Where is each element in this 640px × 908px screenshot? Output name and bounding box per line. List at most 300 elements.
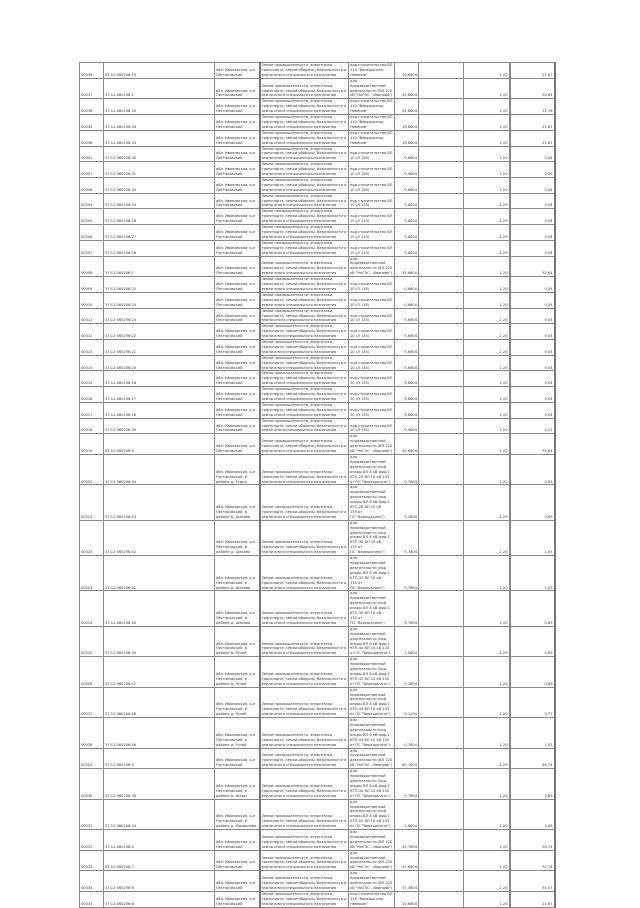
coefficient: 1,20 xyxy=(464,130,510,146)
record-number: 00036 xyxy=(80,99,104,115)
cadastral-number: 37:12:060206:6 xyxy=(104,891,215,907)
empty-cell xyxy=(419,387,464,403)
location: обл. Ивановская, р-н Пестяковский, в районе д. Ларионово xyxy=(215,799,260,829)
empty-cell xyxy=(419,371,464,387)
permitted-use: под строительство ВЛ 110 "Верещагино- Неверов" xyxy=(349,99,395,115)
cadastral-number: 37:12:060206:47 xyxy=(104,657,215,687)
empty-cell xyxy=(419,799,464,829)
land-category: Земли промышленности, энергетики, транспорта, земли обороны, безопасности и земли иного специального назначения xyxy=(260,891,349,907)
cadastral-number: 37:12:060206:1 xyxy=(104,256,215,277)
amount: 0,04 xyxy=(510,177,555,193)
empty-cell xyxy=(419,324,464,340)
cadastral-number: 37:12:060206:25 xyxy=(104,277,215,293)
location: обл. Ивановская, р-н Пестяковский, в районе д. Шеково xyxy=(215,485,260,520)
table-row xyxy=(80,871,555,892)
empty-cell xyxy=(419,520,464,555)
land-category: Земли промышленности, энергетики, транспорта, земли обороны, безопасности и земли иного специального назначения xyxy=(260,292,349,308)
amount: 0,04 xyxy=(510,387,555,403)
cadastral-number: 37:12:060206:39 xyxy=(104,418,215,434)
record-number: 00007 xyxy=(80,162,104,178)
record-number: 00032 xyxy=(80,830,104,851)
empty-cell xyxy=(419,146,464,162)
location: обл. Ивановская, р-н Пестяковский, в районе д. Ручей xyxy=(215,687,260,717)
record-number: 00038 xyxy=(80,130,104,146)
amount: 71,76 xyxy=(510,99,555,115)
area-value: 0,1804 xyxy=(395,485,419,520)
table-row xyxy=(80,418,555,434)
empty-cell xyxy=(419,748,464,769)
coefficient: 1,20 xyxy=(464,99,510,115)
coefficient: 1,20 xyxy=(464,225,510,241)
location: обл. Ивановская, р-н Пестяковский xyxy=(215,850,260,871)
coefficient: 1,20 xyxy=(464,78,510,99)
record-number: 00401 xyxy=(80,146,104,162)
empty-cell xyxy=(419,769,464,799)
permitted-use: под строительство ВЛ 10 (Л 135) xyxy=(349,355,395,371)
table-row xyxy=(80,626,555,656)
table-row xyxy=(80,769,555,799)
amount: 0,89 xyxy=(510,657,555,687)
record-number: 00022 xyxy=(80,520,104,555)
area-value: 0,6804 xyxy=(395,292,419,308)
permitted-use: для производственной деятельности (под опоры ВЛ 6 кВ фид.1 КТП-32 ВЛ 10 кВ 135 от ПС "Верещагино") xyxy=(349,556,395,591)
amount: 92,64 xyxy=(510,434,555,455)
area-value: 1,6804 xyxy=(395,799,419,829)
location: обл. Ивановская, р-н Пестяковский xyxy=(215,115,260,131)
record-number: 00035 xyxy=(80,115,104,131)
record-number: 00026 xyxy=(80,657,104,687)
table-row xyxy=(80,718,555,748)
coefficient: 1,20 xyxy=(464,891,510,907)
permitted-use: под строительство ВЛ 10 (Л 135) xyxy=(349,340,395,356)
location: обл. Ивановская, р-н Пестяковский, в районе д. Рудки xyxy=(215,454,260,484)
area-value: 0,6804 xyxy=(395,277,419,293)
amount: 1,27 xyxy=(510,418,555,434)
empty-cell xyxy=(419,256,464,277)
cadastral-number: 37:12:060206:5 xyxy=(104,748,215,769)
location: обл. Ивановская, р-н Пестяковский xyxy=(215,63,260,79)
record-number: 00009 xyxy=(80,277,104,293)
permitted-use: для производственной деятельности (ВЛ 220 кВ "НиГЭС - Иваново") xyxy=(349,78,395,99)
area-value: 0,6804 xyxy=(395,240,419,256)
coefficient: 1,20 xyxy=(464,830,510,851)
permitted-use: для производственной деятельности (под опоры ВЛ 6 кВ фид.1 КТП-44 ВЛ 10 кВ 135 от ПС "Верещагино") xyxy=(349,718,395,748)
coefficient: 1,20 xyxy=(464,520,510,555)
cadastral-number: 37:12:060206:7 xyxy=(104,850,215,871)
location: обл. Ивановская, р-н Пестяковский xyxy=(215,256,260,277)
permitted-use: для производственной деятельности (под опоры ВЛ 6 кВ фид.1 КТП-52 ВЛ 10 кВ 135 от ПС "Верещагино") xyxy=(349,799,395,829)
land-category: Земли промышленности, энергетики, транспорта, земли обороны, безопасности и земли иного специального назначения xyxy=(260,657,349,687)
coefficient: 1,20 xyxy=(464,769,510,799)
empty-cell xyxy=(419,78,464,99)
amount: 0,04 xyxy=(510,324,555,340)
land-category: Земли промышленности, энергетики, транспорта, земли обороны, безопасности и земли иного специального назначения xyxy=(260,256,349,277)
record-number: 00025 xyxy=(80,626,104,656)
table-row xyxy=(80,277,555,293)
amount: 21,67 xyxy=(510,63,555,79)
amount: 0,83 xyxy=(510,454,555,484)
table-row xyxy=(80,63,555,79)
cadastral-number: 37:12:060206:19 xyxy=(104,63,215,79)
permitted-use: для производственной деятельности (ВЛ 220 кВ "НиГЭС - Иваново") xyxy=(349,830,395,851)
permitted-use: для производственной деятельности (под опоры ВЛ 6 кВ фид.1 КТП-50 ВЛ 10 кВ 135 от ПС "Верещагино") xyxy=(349,769,395,799)
record-number: 00020 xyxy=(80,454,104,484)
cadastral-number: 37:12:060206:8 xyxy=(104,871,215,892)
land-category: Земли промышленности, энергетики, транспорта, земли обороны, безопасности и земли иного специального назначения xyxy=(260,193,349,209)
table-row xyxy=(80,324,555,340)
empty-cell xyxy=(419,308,464,324)
record-number: 00006 xyxy=(80,225,104,241)
land-category: Земли промышленности, энергетики, транспорта, земли обороны, безопасности и земли иного специального назначения xyxy=(260,556,349,591)
cadastral-number: 37:12:060206:34 xyxy=(104,799,215,829)
amount: 0,89 xyxy=(510,485,555,520)
coefficient: 1,20 xyxy=(464,371,510,387)
permitted-use: для производственной деятельности (ВЛ 220 кВ "НиГЭС - Иваново") xyxy=(349,434,395,455)
record-number: 00021 xyxy=(80,485,104,520)
table-row xyxy=(80,146,555,162)
permitted-use: под строительство ВЛ 10 (Л 135) xyxy=(349,225,395,241)
permitted-use: для производственной деятельности (под опоры ВЛ 6 кВ фид.1 КТП-40 ВЛ 10 кВ 135 от ПС "Верещагино") xyxy=(349,626,395,656)
record-number: 00004 xyxy=(80,193,104,209)
record-number: 00024 xyxy=(80,591,104,626)
land-parcels-table xyxy=(79,62,556,908)
coefficient: 1,20 xyxy=(464,355,510,371)
cadastral-number: 37:12:060206:36 xyxy=(104,769,215,799)
table-row xyxy=(80,256,555,277)
permitted-use: под строительство ВЛ 10 (Л 135) xyxy=(349,240,395,256)
location: обл. Ивановская, р-н Пестяковский, в районе д. Ручей xyxy=(215,718,260,748)
area-value: 10,6804 xyxy=(395,130,419,146)
empty-cell xyxy=(419,454,464,484)
cadastral-number: 37:12:060206:46 xyxy=(104,718,215,748)
amount: 0,77 xyxy=(510,687,555,717)
land-category: Земли промышленности, энергетики, транспорта, земли обороны, безопасности и земли иного специального назначения xyxy=(260,485,349,520)
cadastral-number: 37:12:060206:43 xyxy=(104,485,215,520)
area-value: 0,6804 xyxy=(395,340,419,356)
coefficient: 1,20 xyxy=(464,177,510,193)
permitted-use: для производственной деятельности (ВЛ 220 кВ "НиГЭС - Иваново") xyxy=(349,871,395,892)
area-value: 0,6804 xyxy=(395,177,419,193)
table-row xyxy=(80,485,555,520)
record-number: 00019 xyxy=(80,434,104,455)
location: обл. Ивановская, р-н Пестяковский xyxy=(215,402,260,418)
table-row xyxy=(80,99,555,115)
coefficient: 1,20 xyxy=(464,718,510,748)
area-value: 47,6804 xyxy=(395,850,419,871)
permitted-use: под строительство ВЛ 110 "Верещагино- Неверов" xyxy=(349,115,395,131)
amount: 0,04 xyxy=(510,193,555,209)
table-row xyxy=(80,162,555,178)
table-row xyxy=(80,454,555,484)
land-category: Земли промышленности, энергетики, транспорта, земли обороны, безопасности и земли иного специального назначения xyxy=(260,434,349,455)
coefficient: 1,20 xyxy=(464,146,510,162)
table-row xyxy=(80,402,555,418)
land-category: Земли промышленности, энергетики, транспорта, земли обороны, безопасности и земли иного специального назначения xyxy=(260,78,349,99)
land-category: Земли промышленности, энергетики, транспорта, земли обороны, безопасности и земли иного специального назначения xyxy=(260,277,349,293)
coefficient: 1,20 xyxy=(464,193,510,209)
area-value: 0,7804 xyxy=(395,520,419,555)
empty-cell xyxy=(419,556,464,591)
land-category: Земли промышленности, энергетики, транспорта, земли обороны, безопасности и земли иного специального назначения xyxy=(260,146,349,162)
cadastral-number: 37:12:060206:16 xyxy=(104,402,215,418)
area-value: 47,3804 xyxy=(395,871,419,892)
cadastral-number: 37:12:060206:41 xyxy=(104,556,215,591)
land-category: Земли промышленности, энергетики, транспорта, земли обороны, безопасности и земли иного специального назначения xyxy=(260,371,349,387)
land-category: Земли промышленности, энергетики, транспорта, земли обороны, безопасности и земли иного специального назначения xyxy=(260,355,349,371)
coefficient: 1,20 xyxy=(464,277,510,293)
land-category: Земли промышленности, энергетики, транспорта, земли обороны, безопасности и земли иного специального назначения xyxy=(260,748,349,769)
permitted-use: под строительство ВЛ 110 "Верещагино- Неверов" xyxy=(349,63,395,79)
coefficient: 1,20 xyxy=(464,485,510,520)
table-row xyxy=(80,371,555,387)
cadastral-number: 37:12:060206:30 xyxy=(104,177,215,193)
empty-cell xyxy=(419,225,464,241)
record-number: 00017 xyxy=(80,402,104,418)
empty-cell xyxy=(419,63,464,79)
land-category: Земли промышленности, энергетики, транспорта, земли обороны, безопасности и земли иного специального назначения xyxy=(260,162,349,178)
amount: 0,83 xyxy=(510,769,555,799)
location: обл. Ивановская, р-н Пестяковский xyxy=(215,324,260,340)
location: обл. Ивановская, р-н Пестяковский xyxy=(215,387,260,403)
permitted-use: под строительство ВЛ 10 (Л 135) xyxy=(349,277,395,293)
location: обл. Ивановская, р-н Пестяковский, в районе д. Шеково xyxy=(215,591,260,626)
area-value: 0,6804 xyxy=(395,402,419,418)
location: обл. Ивановская, р-н Пестяковский xyxy=(215,434,260,455)
empty-cell xyxy=(419,162,464,178)
empty-cell xyxy=(419,434,464,455)
area-value: 0,7804 xyxy=(395,591,419,626)
land-category: Земли промышленности, энергетики, транспорта, земли обороны, безопасности и земли иного специального назначения xyxy=(260,871,349,892)
permitted-use: под строительство ВЛ 10 (Л 135) xyxy=(349,209,395,225)
area-value: 0,6804 xyxy=(395,146,419,162)
coefficient: 1,20 xyxy=(464,292,510,308)
location: обл. Ивановская, р-н Пестяковский xyxy=(215,146,260,162)
area-value: 0,6804 xyxy=(395,371,419,387)
area-value: 45,7804 xyxy=(395,830,419,851)
cadastral-number: 37:12:060206:21 xyxy=(104,340,215,356)
empty-cell xyxy=(419,292,464,308)
table-row xyxy=(80,520,555,555)
coefficient: 1,20 xyxy=(464,556,510,591)
record-number: 00031 xyxy=(80,799,104,829)
amount: 0,04 xyxy=(510,277,555,293)
coefficient: 1,20 xyxy=(464,418,510,434)
location: обл. Ивановская, р-н Пестяковский xyxy=(215,830,260,851)
amount: 86,74 xyxy=(510,748,555,769)
location: обл. Ивановская, р-н Пестяковский xyxy=(215,871,260,892)
empty-cell xyxy=(419,591,464,626)
location: обл. Ивановская, р-н Пестяковский xyxy=(215,308,260,324)
amount: 92,14 xyxy=(510,850,555,871)
record-number: 00008 xyxy=(80,256,104,277)
coefficient: 1,20 xyxy=(464,454,510,484)
cadastral-number: 37:12:060206:35 xyxy=(104,99,215,115)
land-category: Земли промышленности, энергетики, транспорта, земли обороны, безопасности и земли иного специального назначения xyxy=(260,209,349,225)
empty-cell xyxy=(419,850,464,871)
record-number: 00030 xyxy=(80,769,104,799)
location: обл. Ивановская, р-н Пестяковский xyxy=(215,418,260,434)
record-number: 00035 xyxy=(80,891,104,907)
permitted-use: для производственной деятельности (ВЛ 220 кВ "НиГЭС - Иваново") xyxy=(349,850,395,871)
area-value: 0,9804 xyxy=(395,418,419,434)
land-category: Земли промышленности, энергетики, транспорта, земли обороны, безопасности и земли иного специального назначения xyxy=(260,454,349,484)
amount: 21,67 xyxy=(510,891,555,907)
cadastral-number: 37:12:060206:9 xyxy=(104,434,215,455)
area-value: 0,7804 xyxy=(395,769,419,799)
table-row xyxy=(80,130,555,146)
empty-cell xyxy=(419,115,464,131)
empty-cell xyxy=(419,871,464,892)
amount: 0,04 xyxy=(510,292,555,308)
location: обл. Ивановская, р-н Пестяковский xyxy=(215,78,260,99)
cadastral-number: 37:12:060206:23 xyxy=(104,308,215,324)
table-row xyxy=(80,591,555,626)
permitted-use: для производственной деятельности (под опоры ВЛ 6 кВ фид.1 КТП-42 ВЛ 10 кВ 135 от ПС "Верещагино") xyxy=(349,657,395,687)
location: обл. Ивановская, р-н Пестяковский xyxy=(215,193,260,209)
table-row xyxy=(80,78,555,99)
cadastral-number: 37:12:060206:28 xyxy=(104,209,215,225)
cadastral-number: 37:12:060206:22 xyxy=(104,324,215,340)
empty-cell xyxy=(419,193,464,209)
cadastral-number: 37:12:060206:33 xyxy=(104,130,215,146)
coefficient: 1,20 xyxy=(464,63,510,79)
empty-cell xyxy=(419,277,464,293)
coefficient: 1,20 xyxy=(464,402,510,418)
table-row xyxy=(80,434,555,455)
coefficient: 1,20 xyxy=(464,162,510,178)
land-category: Земли промышленности, энергетики, транспорта, земли обороны, безопасности и земли иного специального назначения xyxy=(260,340,349,356)
table-row xyxy=(80,850,555,871)
empty-cell xyxy=(419,687,464,717)
record-number: 00007 xyxy=(80,240,104,256)
empty-cell xyxy=(419,657,464,687)
coefficient: 1,20 xyxy=(464,687,510,717)
cadastral-number: 37:12:060206:34 xyxy=(104,115,215,131)
empty-cell xyxy=(419,418,464,434)
cadastral-number: 37:12:060206:17 xyxy=(104,387,215,403)
land-category: Земли промышленности, энергетики, транспорта, земли обороны, безопасности и земли иного специального назначения xyxy=(260,324,349,340)
land-category: Земли промышленности, энергетики, транспорта, земли обороны, безопасности и земли иного специального назначения xyxy=(260,769,349,799)
record-number: 00014 xyxy=(80,355,104,371)
record-number: 00005 xyxy=(80,209,104,225)
table-row xyxy=(80,308,555,324)
coefficient: 1,20 xyxy=(464,256,510,277)
land-category: Земли промышленности, энергетики, транспорта, земли обороны, безопасности и земли иного специального назначения xyxy=(260,402,349,418)
area-value: 45,6804 xyxy=(395,78,419,99)
area-value: 0,1104 xyxy=(395,687,419,717)
coefficient: 1,20 xyxy=(464,308,510,324)
land-category: Земли промышленности, энергетики, транспорта, земли обороны, безопасности и земли иного специального назначения xyxy=(260,225,349,241)
cadastral-number: 37:12:060206:31 xyxy=(104,162,215,178)
location: обл. Ивановская, р-н Пестяковский xyxy=(215,99,260,115)
permitted-use: под строительство ВЛ 110 "Верещагино- Неверов" xyxy=(349,891,395,907)
permitted-use: для производственной деятельности (под опоры ВЛ 6 кВ фид.1 КТП-23 ВЛ 10 кВ 135 от ПС "Верещагино") xyxy=(349,454,395,484)
table-row xyxy=(80,799,555,829)
location: обл. Ивановская, р-н Пестяковский xyxy=(215,130,260,146)
area-value: 10,6804 xyxy=(395,63,419,79)
amount: 4,89 xyxy=(510,626,555,656)
table-row xyxy=(80,193,555,209)
table-row xyxy=(80,387,555,403)
cadastral-number: 37:12:060206:20 xyxy=(104,355,215,371)
location: обл. Ивановская, р-н Пестяковский xyxy=(215,355,260,371)
table-row xyxy=(80,209,555,225)
cadastral-number: 37:12:060206:24 xyxy=(104,292,215,308)
empty-cell xyxy=(419,718,464,748)
amount: 0,83 xyxy=(510,591,555,626)
area-value: 0,6804 xyxy=(395,324,419,340)
cadastral-number: 37:12:060206:27 xyxy=(104,225,215,241)
permitted-use: под строительство ВЛ 10 (Л 135) xyxy=(349,146,395,162)
empty-cell xyxy=(419,340,464,356)
amount: 92,64 xyxy=(510,256,555,277)
table-row xyxy=(80,177,555,193)
empty-cell xyxy=(419,240,464,256)
permitted-use: для производственной деятельности (ВЛ 220 кВ "НиГЭС - Иваново") xyxy=(349,748,395,769)
empty-cell xyxy=(419,209,464,225)
amount: 0,04 xyxy=(510,402,555,418)
table-row xyxy=(80,830,555,851)
cadastral-number: 37:12:060206:4 xyxy=(104,830,215,851)
permitted-use: для производственной деятельности (ВЛ 220 кВ "НиГЭС - Иваново") xyxy=(349,256,395,277)
land-category: Земли промышленности, энергетики, транспорта, земли обороны, безопасности и земли иного специального назначения xyxy=(260,387,349,403)
area-value: 0,7804 xyxy=(395,718,419,748)
land-category: Земли промышленности, энергетики, транспорта, земли обороны, безопасности и земли иного специального назначения xyxy=(260,308,349,324)
table-body xyxy=(80,63,555,908)
area-value: 54,6804 xyxy=(395,99,419,115)
location: обл. Ивановская, р-н Пестяковский xyxy=(215,340,260,356)
table-row xyxy=(80,657,555,687)
cadastral-number: 37:12:060206:42 xyxy=(104,520,215,555)
empty-cell xyxy=(419,177,464,193)
table-row xyxy=(80,340,555,356)
amount: 0,04 xyxy=(510,355,555,371)
permitted-use: под строительство ВЛ 110 "Верещагино- Неверов" xyxy=(349,130,395,146)
location: обл. Ивановская, р-н Пестяковский, в районе д. Ручей xyxy=(215,626,260,656)
land-category: Земли промышленности, энергетики, транспорта, земли обороны, безопасности и земли иного специального назначения xyxy=(260,718,349,748)
area-value: 0,9804 xyxy=(395,162,419,178)
area-value: 60,7804 xyxy=(395,748,419,769)
coefficient: 1,20 xyxy=(464,748,510,769)
permitted-use: для производственной деятельности (под опоры ВЛ 6 кВ фид.1 КТП-28 ВЛ 10 кВ 135 от ПС "Верещагино") xyxy=(349,485,395,520)
permitted-use: под строительство ВЛ 10 (Л 135) xyxy=(349,177,395,193)
empty-cell xyxy=(419,402,464,418)
area-value: 0,6804 xyxy=(395,355,419,371)
table-row xyxy=(80,687,555,717)
area-value: 0,7804 xyxy=(395,556,419,591)
location: обл. Ивановская, р-н Пестяковский xyxy=(215,162,260,178)
area-value: 0,7804 xyxy=(395,454,419,484)
area-value: 0,6804 xyxy=(395,209,419,225)
record-number: 00016 xyxy=(80,387,104,403)
empty-cell xyxy=(419,99,464,115)
area-value: 10,6804 xyxy=(395,115,419,131)
cadastral-number: 37:12:060206:48 xyxy=(104,687,215,717)
land-category: Земли промышленности, энергетики, транспорта, земли обороны, безопасности и земли иного специального назначения xyxy=(260,418,349,434)
location: обл. Ивановская, р-н Пестяковский xyxy=(215,371,260,387)
cadastral-number: 37:12:060206:18 xyxy=(104,371,215,387)
amount: 91,57 xyxy=(510,871,555,892)
amount: 0,04 xyxy=(510,240,555,256)
table-row xyxy=(80,556,555,591)
cadastral-number: 37:12:060206:29 xyxy=(104,193,215,209)
table-row xyxy=(80,240,555,256)
amount: 92,64 xyxy=(510,78,555,99)
land-category: Земли промышленности, энергетики, транспорта, земли обороны, безопасности и земли иного специального назначения xyxy=(260,130,349,146)
record-number: 00029 xyxy=(80,748,104,769)
record-number: 00015 xyxy=(80,371,104,387)
location: обл. Ивановская, р-н Пестяковский xyxy=(215,225,260,241)
